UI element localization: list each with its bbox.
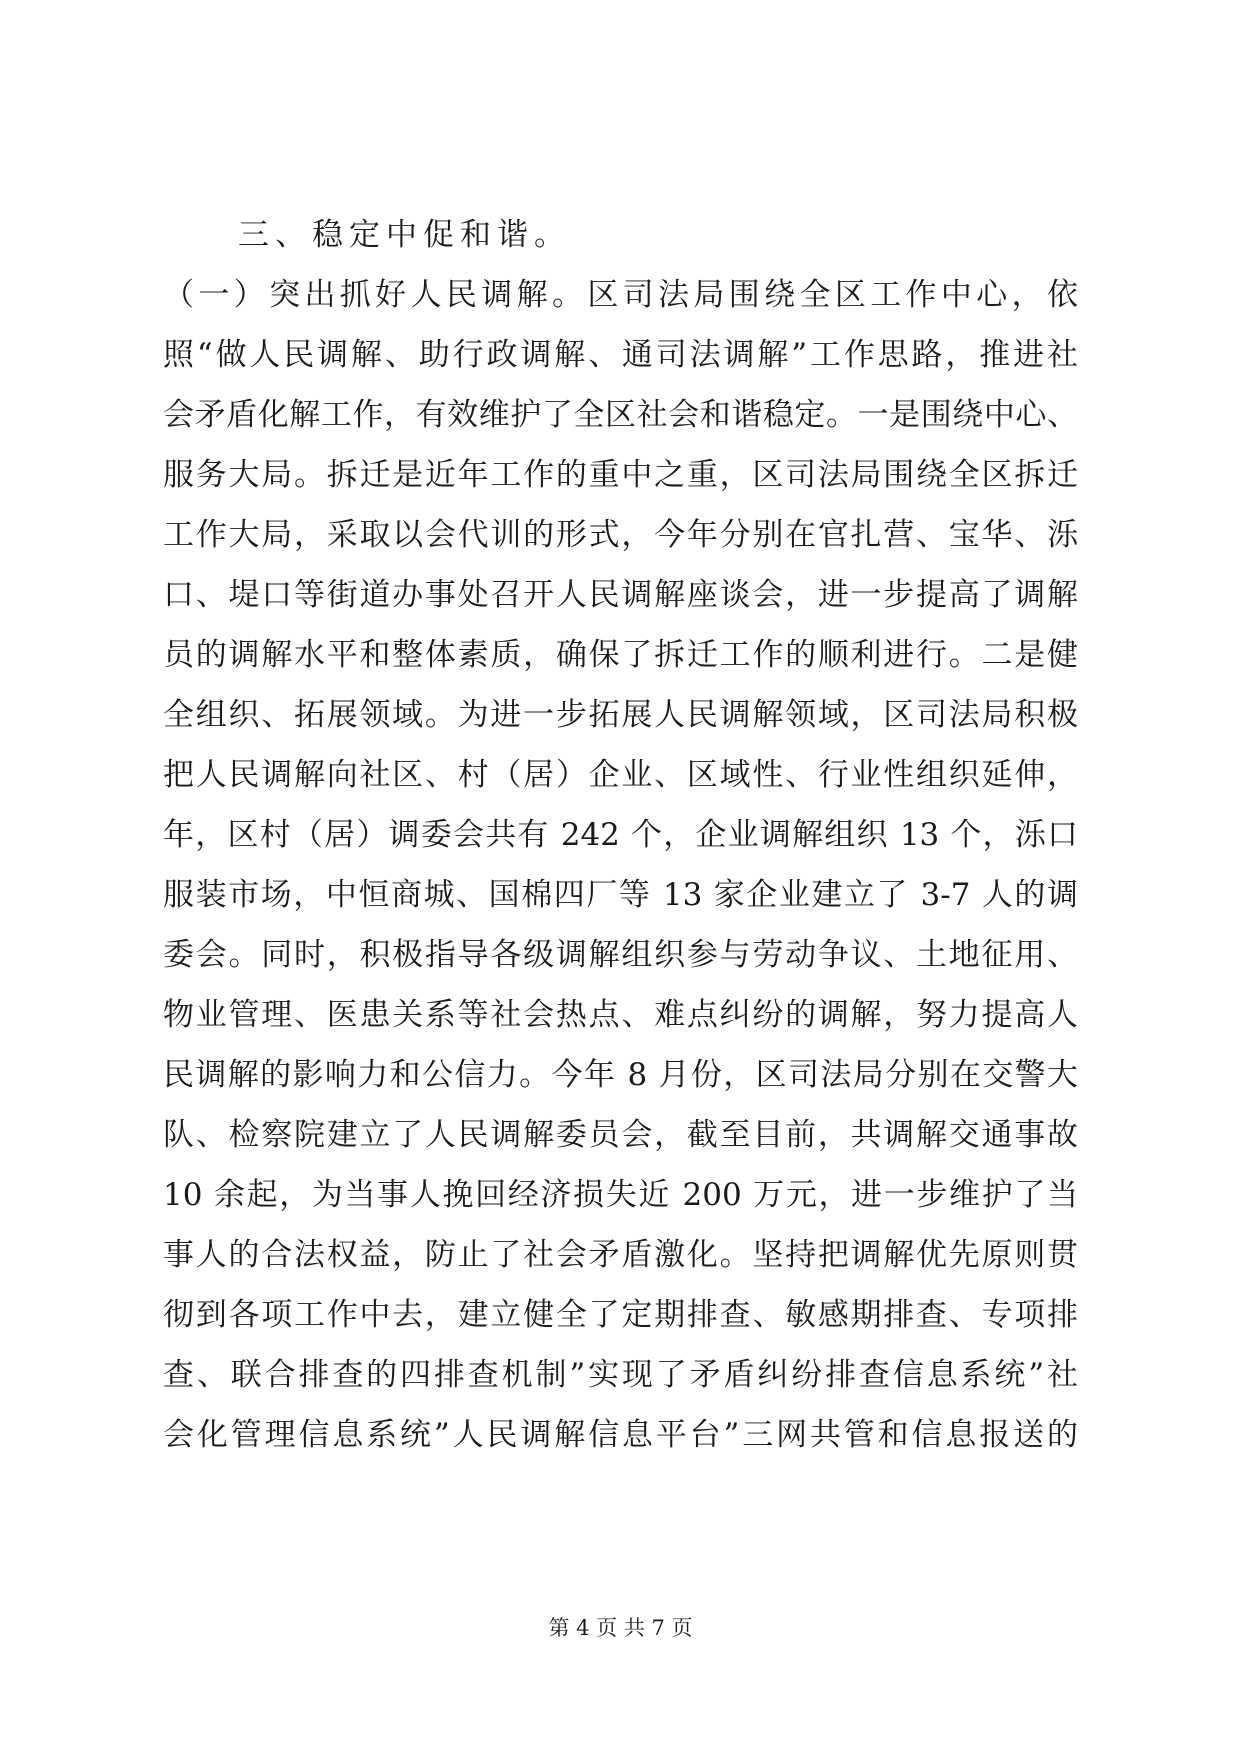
page-number-footer: 第 4 页 共 7 页: [548, 1616, 693, 1640]
paragraph-line: （一）突出抓好人民调解。区司法局围绕全区工作中心，依: [163, 277, 1078, 313]
paragraph-line: 委会。同时，积极指导各级调解组织参与劳动争议、土地征用、: [163, 937, 1078, 973]
paragraph-line: 员的调解水平和整体素质，确保了拆迁工作的顺利进行。二是健: [163, 637, 1078, 673]
paragraph-line: 服装市场，中恒商城、国棉四厂等 13 家企业建立了 3-7 人的调: [163, 877, 1078, 913]
paragraph-line: 队、检察院建立了人民调解委员会，截至目前，共调解交通事故: [163, 1117, 1078, 1153]
paragraph-line: 年，区村（居）调委会共有 242 个，企业调解组织 13 个，泺口: [163, 817, 1078, 853]
paragraph-line: 彻到各项工作中去，建立健全了定期排查、敏感期排查、专项排: [163, 1297, 1078, 1333]
paragraph-line: 工作大局，采取以会代训的形式，今年分别在官扎营、宝华、泺: [163, 517, 1078, 553]
paragraph-line: 民调解的影响力和公信力。今年 8 月份，区司法局分别在交警大: [163, 1057, 1078, 1093]
paragraph-line: 10 余起，为当事人挽回经济损失近 200 万元，进一步维护了当: [163, 1177, 1078, 1213]
paragraph-line: 把人民调解向社区、村（居）企业、区域性、行业性组织延伸，: [163, 757, 1078, 793]
paragraph-line: 查、联合排查的四排查机制”实现了矛盾纠纷排查信息系统”社: [163, 1357, 1078, 1393]
paragraph-line: 会化管理信息系统”人民调解信息平台”三网共管和信息报送的: [163, 1417, 1078, 1453]
paragraph-line: 事人的合法权益，防止了社会矛盾激化。坚持把调解优先原则贯: [163, 1237, 1078, 1273]
paragraph-line: 全组织、拓展领域。为进一步拓展人民调解领域，区司法局积极: [163, 697, 1078, 733]
paragraph-line: 会矛盾化解工作，有效维护了全区社会和谐稳定。一是围绕中心、: [163, 397, 1078, 433]
paragraph-line: 照“做人民调解、助行政调解、通司法调解”工作思路，推进社: [163, 337, 1078, 373]
paragraph-line: 物业管理、医患关系等社会热点、难点纠纷的调解，努力提高人: [163, 997, 1078, 1033]
paragraph-line: 服务大局。拆迁是近年工作的重中之重，区司法局围绕全区拆迁: [163, 457, 1078, 493]
section-heading: 三、稳定中促和谐。: [238, 217, 571, 253]
paragraph-line: 口、堤口等街道办事处召开人民调解座谈会，进一步提高了调解: [163, 577, 1078, 613]
